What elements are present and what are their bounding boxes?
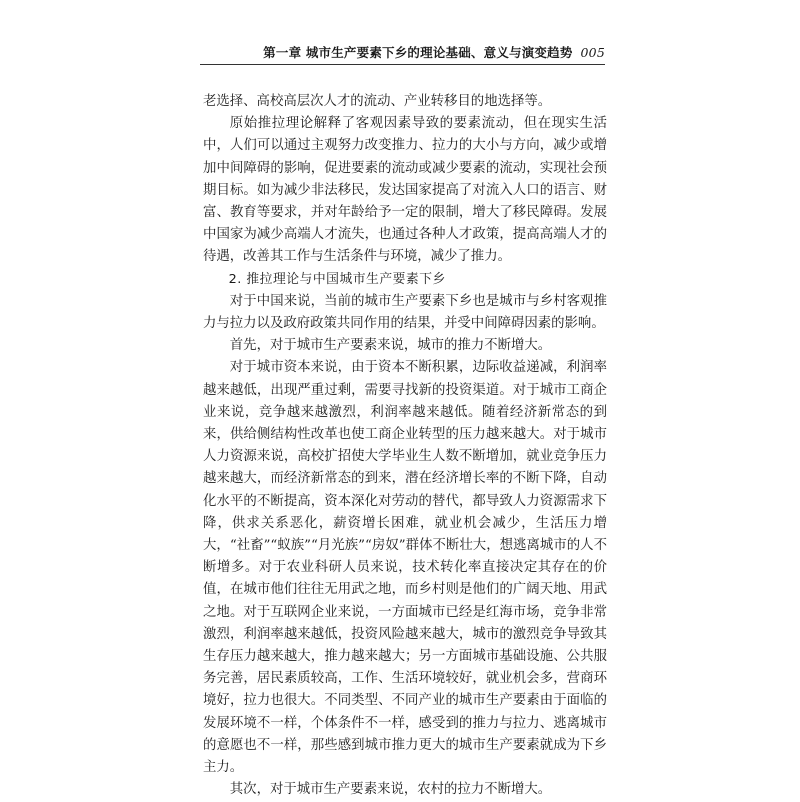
paragraph: 原始推拉理论解释了客观因素导致的要素流动，但在现实生活中，人们可以通过主观努力改变推力、拉力的大小与方向，减少或增加中间障碍的影响，促进要素的流动或减少要素的流动，实现社会预期目标。如为减少非法移民，发达国家提高了对流入人口的语言、财富、教育等要求，并对年龄给予一定的限制，增大了移民障碍。发展中国家为减少高端人才流失，也通过各种人才政策，提高高端人才的待遇，改善其工作与生活条件与环境，减少了推力。 (203, 116, 607, 265)
chapter-title: 第一章 城市生产要素下乡的理论基础、意义与演变趋势 (263, 45, 573, 60)
paragraph: 首先，对于城市生产要素来说，城市的推力不断增大。 (229, 338, 552, 354)
paragraph: 其次，对于城市生产要素来说，农村的拉力不断增大。 (229, 782, 552, 798)
paragraph: 对于城市资本来说，由于资本不断积累，边际收益递减，利润率越来越低，出现严重过剩，需要寻找新的投资渠道。对于城市工商企业来说，竞争越来越激烈，利润率越来越低。随着经济新常态的到来，供给侧结构性改革也使工商企业转型的压力越来越大。对于城市人力资源来说，高校扩招使大学毕业生人数不断增加，就业竞争压力越来越大，而经济新常态的到来，潜在经济增长率的不断下降，自动化水平的不断提高，资本深化对劳动的替代，都导致人力资源需求下降，供求关系恶化，薪资增长困难，就业机会减少，生活压力增大，“社畜”“蚁族”“月光族”“房奴”群体不断壮大，想逃离城市的人不断增多。对于农业科研人员来说，技术转化率直接决定其存在的价值，在城市他们往往无用武之地，而乡村则是他们的广阔天地、用武之地。对于互联网企业来说，一方面城市已经是红海市场，竞争非常激烈，利润率越来越低，投资风险越来越大，城市的激烈竞争导致其生存压力越来越大，推力越来越大；另一方面城市基础设施、公共服务完善，居民素质较高，工作、生活环境较好，就业机会多，营商环境好，拉力也很大。不同类型、不同产业的城市生产要素由于面临的发展环境不一样，个体条件不一样，感受到的推力与拉力、逃离城市的意愿也不一样，那些感到城市推力更大的城市生产要素就成为下乡主力。 (203, 360, 607, 776)
section-heading: 2. 推拉理论与中国城市生产要素下乡 (228, 271, 446, 287)
body-text (203, 91, 607, 802)
running-header (200, 43, 605, 65)
paragraph: 对于中国来说，当前的城市生产要素下乡也是城市与乡村客观推力与拉力以及政府政策共同作用的结果，并受中间障碍因素的影响。 (203, 293, 607, 332)
paragraph: 老选择、高校高层次人才的流动、产业转移目的地选择等。 (203, 94, 552, 109)
page-number: 005 (580, 45, 605, 60)
